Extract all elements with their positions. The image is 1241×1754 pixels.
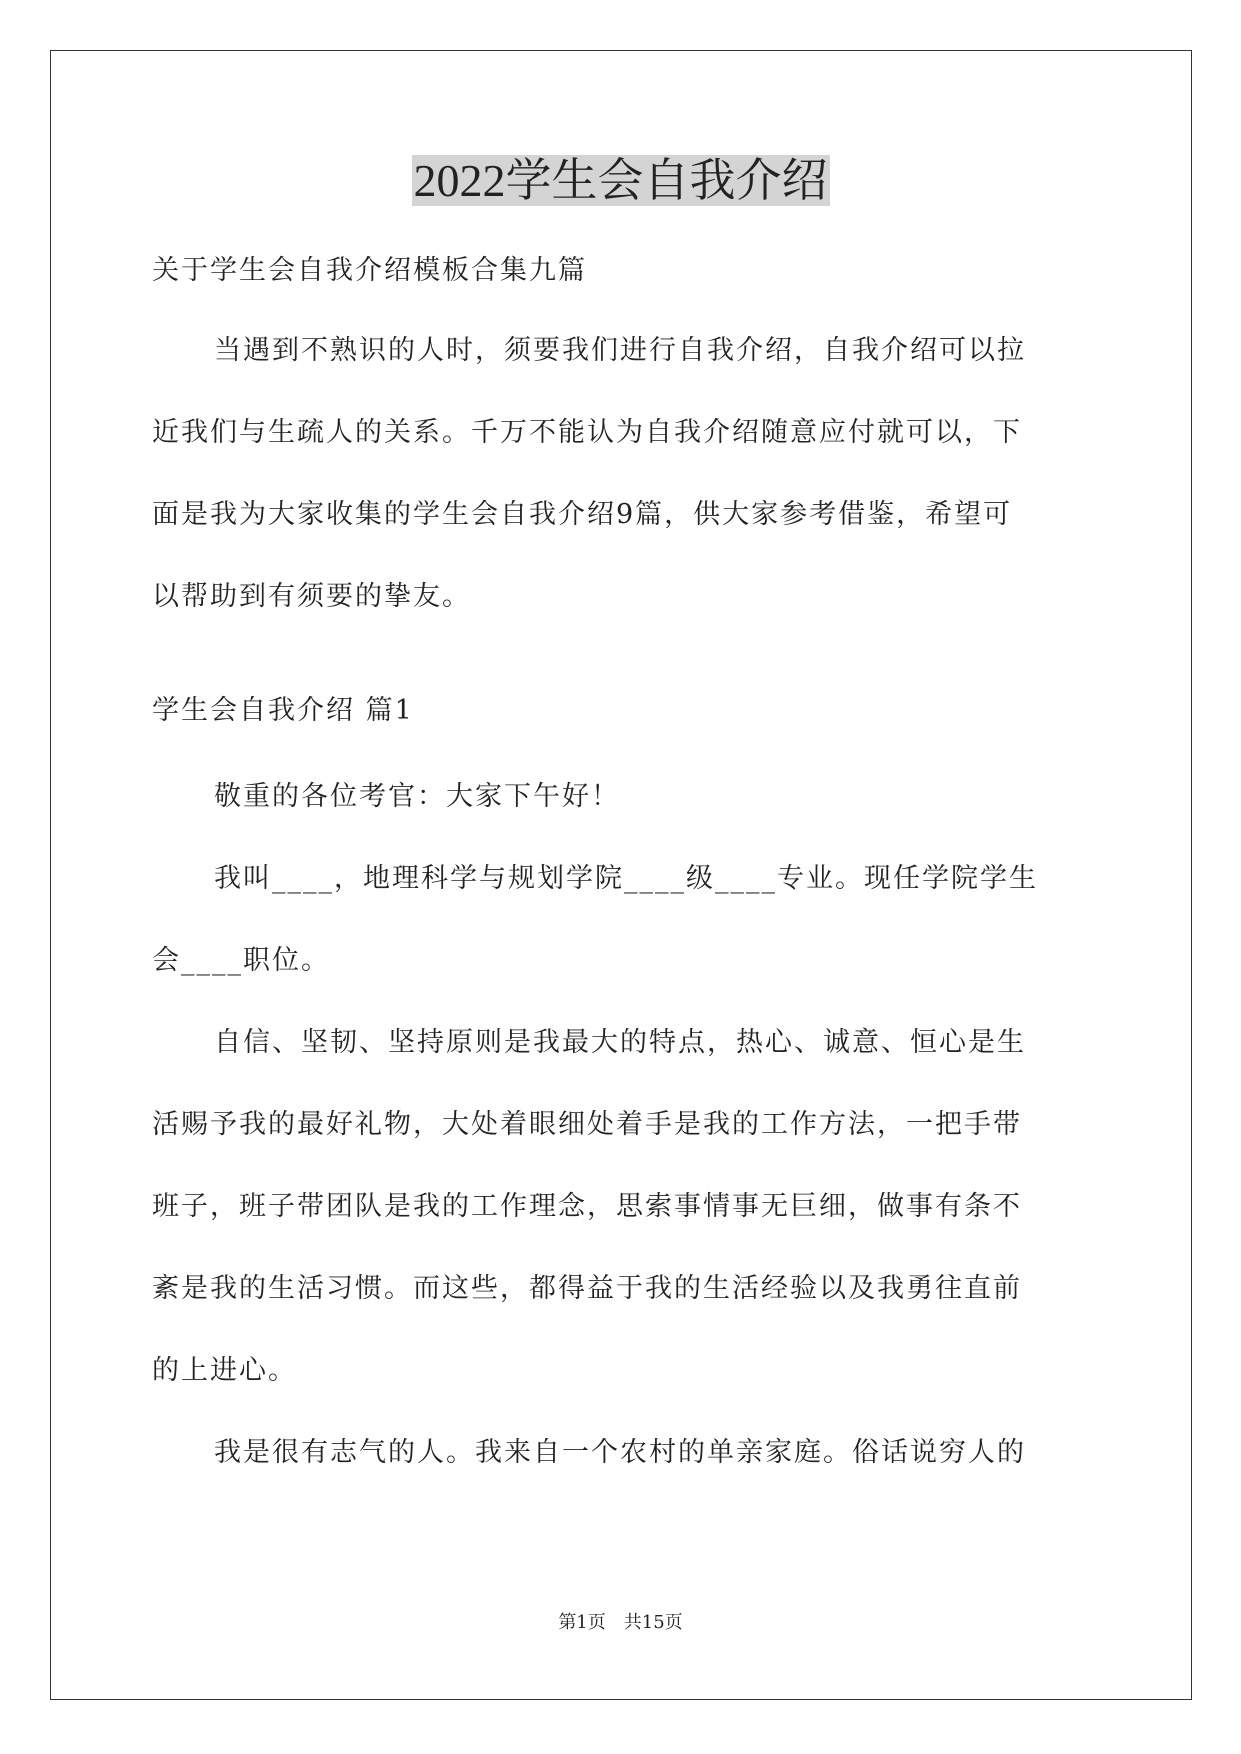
document-body (152, 232, 1092, 1494)
document-title (0, 150, 1241, 211)
paragraph-line: 自信、坚韧、坚持原则是我最大的特点，热心、诚意、恒心是生 (214, 1027, 1026, 1058)
paragraph-line: 会____职位。 (152, 945, 330, 976)
intro-paragraph (152, 310, 1092, 638)
document-title-text: 2022学生会自我介绍 (413, 155, 828, 206)
paragraph-line: 班子，班子带团队是我的工作理念，思索事情事无巨细，做事有条不 (152, 1191, 1022, 1222)
paragraph-line: 近我们与生疏人的关系。千万不能认为自我介绍随意应付就可以，下 (152, 417, 1022, 448)
paragraph-line: 活赐予我的最好礼物，大处着眼细处着手是我的工作方法，一把手带 (152, 1109, 1022, 1140)
paragraph-1 (152, 838, 1092, 1002)
paragraph-3 (152, 1412, 1092, 1494)
greeting-line: 敬重的各位考官：大家下午好！ (214, 781, 620, 812)
paragraph-line: 紊是我的生活习惯。而这些，都得益于我的生活经验以及我勇往直前 (152, 1273, 1022, 1304)
paragraph-line: 以帮助到有须要的挚友。 (152, 581, 471, 612)
section-heading: 学生会自我介绍 篇1 (152, 695, 414, 726)
paragraph-line: 面是我为大家收集的学生会自我介绍9篇，供大家参考借鉴，希望可 (152, 499, 1013, 530)
paragraph-2 (152, 1002, 1092, 1412)
paragraph-line: 我是很有志气的人。我来自一个农村的单亲家庭。俗话说穷人的 (214, 1437, 1026, 1468)
page-number-footer: 第1页 共15页 (558, 1612, 683, 1633)
paragraph-line: 我叫____，地理科学与规划学院____级____专业。现任学院学生 (214, 863, 1038, 894)
document-subtitle: 关于学生会自我介绍模板合集九篇 (152, 255, 587, 286)
paragraph-line: 当遇到不熟识的人时，须要我们进行自我介绍，自我介绍可以拉 (214, 335, 1026, 366)
paragraph-line: 的上进心。 (152, 1355, 297, 1386)
